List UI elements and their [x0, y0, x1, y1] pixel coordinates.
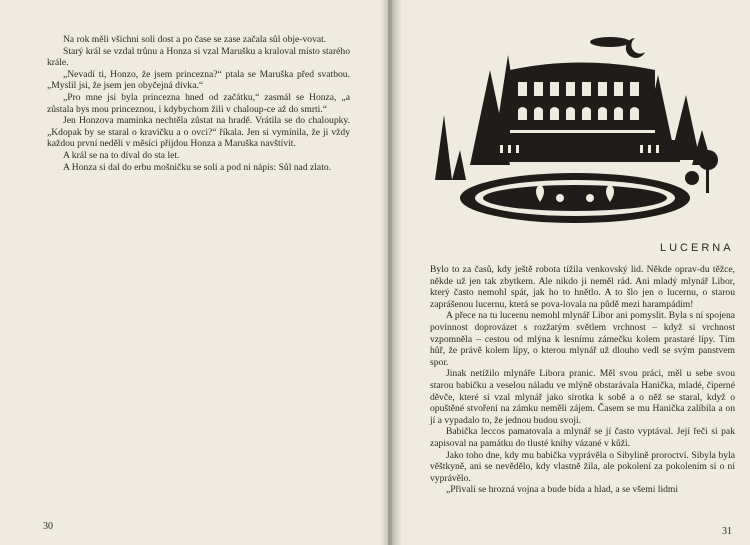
paragraph: Starý král se vzdal trůnu a Honza si vzal Marušku a kraloval místo starého krále. — [47, 45, 350, 69]
paragraph: Babička leccos pamatovala a mlynář se jí často vyptával. Její řeči si pak zapisoval na památku do tlusté knihy vázané v kůži. — [430, 426, 735, 449]
paragraph: Jako toho dne, kdy mu babička vyprávěla o Sibylině proroctví. Sibyla byla věštkyně, ani se nevědělo, kdy vlastně žila, ale pokolení za pokolením si o ní vyprávělo. — [430, 449, 735, 484]
paragraph: Na rok měli všichni soli dost a po čase se zase začala sůl obje-vovat. — [63, 34, 327, 45]
paragraph: A král se na to díval do sta let. — [63, 149, 180, 161]
page-number: 30 — [43, 521, 53, 532]
paragraph: „Pro mne jsi byla princezna hned od začátku,“ zasmál se Honza, „a zůstala bys mou princeznou, i kdybychom žili v chaloup-ce až do smrti.“ — [47, 91, 350, 115]
paragraph: Bylo to za časů, kdy ještě robota tížila venkovský lid. Někde oprav-du těžce, někde už jen tak zbytkem. Ale nikdo ji neměl rád. Ani mladý mlynář Libor, který často nemohl spát, jak ho to hnětlo. A to šlo jen o lucernu, o starou zaprášenou lucernu, která se pova-lovala na půdě mezi harampádím! — [430, 264, 735, 310]
paragraph: Jinak netížilo mlynáře Libora pranic. Měl svou práci, měl u sebe svou starou babičku a veselou náladu ve mlýně obstarávala Hanička, mladé, čiperné děvče, které si vzal mlynář jako sirotka k sobě a o něž se staral, když o opuštěné stvoření na zámku neměli zájem. Časem se mu Hanička zalíbila a on jí a vypadalo to, že jednou budou svoji. — [430, 368, 735, 426]
paragraph: A přece na tu lucernu nemohl mlynář Libor ani pomyslit. Byla s ní spojena povinnost doprovázet s rozžatým světlem vrchnost – když si vrchnost vzpomněla – cestou od mlýna k lesnímu zámečku kolem prastaré lípy. Tím hůř, že právě kolem lípy, o kterou mlynář už dlouho vedl se svým panstvem spor. — [430, 310, 735, 368]
paragraph: „Nevadí ti, Honzo, že jsem princezna?“ ptala se Maruška před svatbou. „Myslil jsi, že jsem jen obyčejná dívka.“ — [47, 68, 350, 92]
chapter-title: LUCERNA — [660, 242, 734, 254]
castle-with-moon-and-fountain-icon — [430, 30, 720, 230]
right-page-text — [430, 264, 735, 496]
paragraph: „Přivalí se hrozná vojna a bude bída a hlad, a se všemi lidmi — [446, 484, 679, 496]
book-gutter — [380, 0, 402, 545]
paragraph: A Honza si dal do erbu mošničku se solí a pod ni nápis: Sůl nad zlato. — [63, 161, 332, 173]
page-number: 31 — [722, 526, 732, 537]
left-page-text — [47, 34, 350, 173]
paragraph: Jen Honzova maminka nechtěla zůstat na hradě. Vrátila se do chaloupky. „Kdopak by se staral o kravičku a o ovci?“ říkala. Jen si vymínila, že ji vždy každou první neděli v měsíci přijdou Honza a Maruška navštívit. — [47, 115, 350, 150]
